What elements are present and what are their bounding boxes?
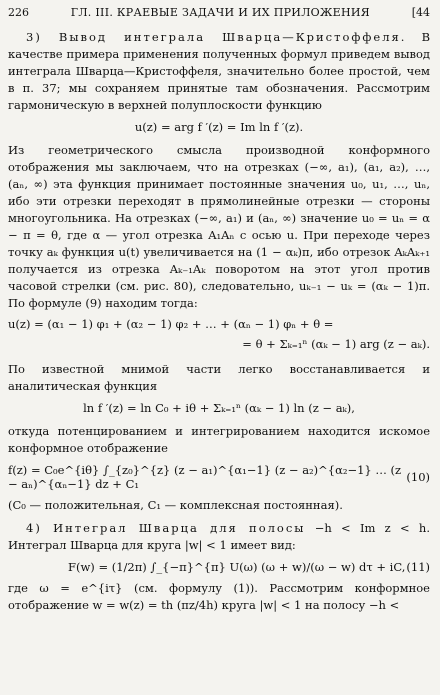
equation-11-body: F(w) = (1/2π) ∫_{−π}^{π} U(ω) (ω + w)/(ω − w) dτ + iC, — [68, 560, 406, 574]
page-number: 226 — [8, 6, 29, 19]
running-title: ГЛ. III. КРАЕВЫЕ ЗАДАЧИ И ИХ ПРИЛОЖЕНИЯ — [70, 6, 370, 19]
paragraph-constants: (C₀ — положительная, C₁ — комплексная постоянная). — [8, 498, 343, 512]
paragraph-conformal: где ω = e^{iτ} (см. формулу (1)). Рассмотрим конформное отображение w = w(z) = th (πz/4h) круга |w| < 1 на полосу −h < — [8, 581, 430, 612]
equation-11 — [8, 560, 430, 574]
equation-10 — [8, 463, 430, 491]
equation-u-arg: u(z) = arg f ′(z) = Im ln f ′(z). — [134, 120, 304, 134]
paragraph-strip-text: −h < Im z < h. Интеграл Шварца для круга |w| < 1 имеет вид: — [8, 521, 430, 552]
subsection-heading: 3) Вывод интеграла Шварца—Кристоффеля. — [26, 30, 407, 44]
page-header — [8, 6, 430, 19]
equation-ln-fprime: ln f ′(z) = ln C₀ + iθ + Σₖ₌₁ⁿ (αₖ − 1) ln (z − aₖ), — [83, 401, 355, 415]
paragraph-potentiation: откуда потенцированием и интегрированием находится искомое конформное отображение — [8, 424, 430, 455]
equation-u-sum-line2: = θ + Σₖ₌₁ⁿ (αₖ − 1) arg (z − aₖ). — [242, 337, 430, 351]
equation-u-sum-line1: u(z) = (α₁ − 1) φ₁ + (α₂ − 1) φ₂ + … + (αₙ − 1) φₙ + θ = — [8, 317, 334, 331]
equation-10-number: (10) — [406, 470, 430, 484]
paragraph-schwarz-christoffel — [8, 29, 430, 114]
paragraph-strip — [8, 520, 430, 554]
equation-10-body: f(z) = C₀e^{iθ} ∫_{z₀}^{z} (z − a₁)^{α₁−1} (z − a₂)^{α₂−1} … (z − aₙ)^{αₙ−1} dz + C₁ — [8, 463, 402, 491]
paragraph-analytic: По известной мнимой части легко восстанавливается и аналитическая функция — [8, 362, 430, 393]
equation-11-number: (11) — [406, 560, 430, 574]
paragraph-geometric: Из геометрического смысла производной конформного отображения мы заключаем, что на отрезках (−∞, a₁), (a₁, a₂), …, (aₙ, ∞) эта функция принимает постоянные значения u₀, u₁, …, uₙ, ибо эти отрезки переходят в прямолинейные отрезки — стороны многоугольника. На отрезках (−∞, a₁) и (aₙ, ∞) значение u₀ = uₙ = α − π = θ, где α — угол отрезка A₁Aₙ с осью u. При переходе через точку aₖ функция u(t) увеличивается на (1 − αₖ)π, ибо отрезок AₖAₖ₊₁ получается из отрезка Aₖ₋₁Aₖ поворотом на этот угол против часовой стрелки (см. рис. 80), следовательно, uₖ₋₁ − uₖ = (αₖ − 1)π. По формуле (9) находим тогда: — [8, 143, 430, 310]
subsection-heading-strip: 4) Интеграл Шварца для полосы — [26, 521, 306, 535]
paragraph-text: В качестве примера применения полученных формул приведем вывод интеграла Шварца—Кристоффеля, значительно более простой, чем в п. 37; мы сохраняем принятые там обозначения. Рассмотрим гармоническую в верхней полуплоскости функцию — [8, 30, 431, 112]
section-number: [44 — [411, 6, 430, 19]
